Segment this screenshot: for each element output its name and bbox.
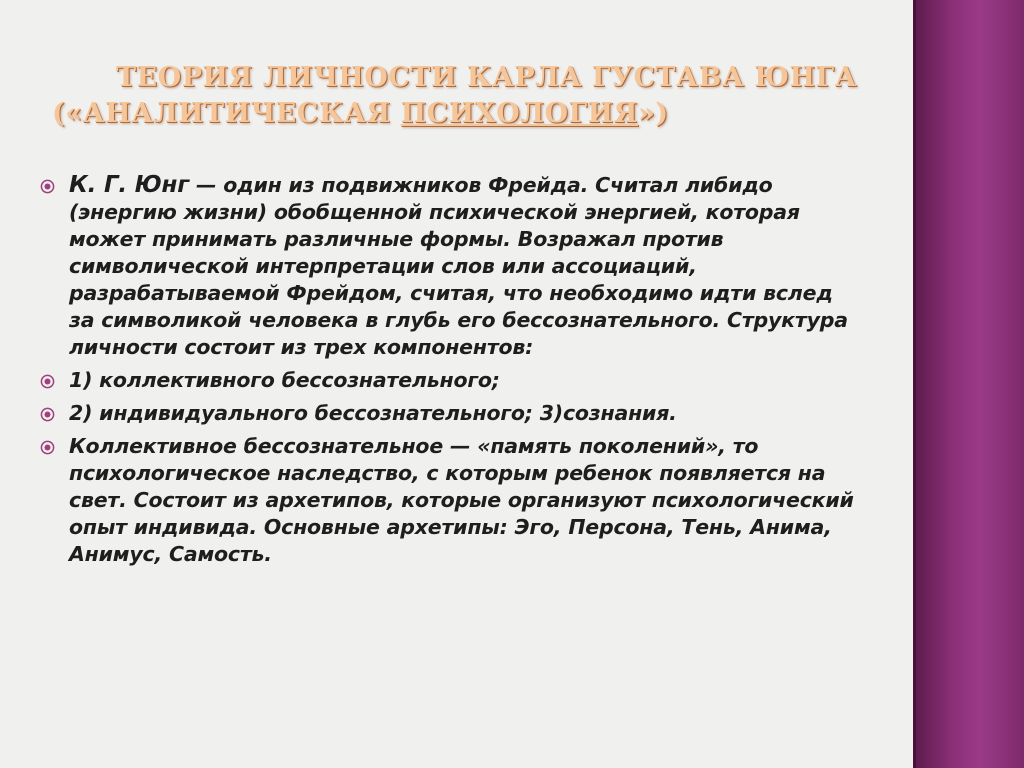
bullet-item bbox=[40, 367, 860, 394]
bullet-circle-icon bbox=[40, 407, 55, 422]
bullet-circle-icon bbox=[40, 440, 55, 455]
title-line-1: ТЕОРИЯ ЛИЧНОСТИ КАРЛА ГУСТАВА ЮНГА bbox=[116, 62, 858, 93]
title-line-2 bbox=[40, 96, 900, 132]
bullet-lead: К. Г. Юнг bbox=[69, 172, 190, 198]
side-bar-edge bbox=[913, 0, 916, 768]
bullet-list bbox=[40, 172, 860, 574]
title-line-2-suffix: ») bbox=[637, 98, 669, 129]
slide-title bbox=[40, 60, 900, 132]
decorative-side-bar bbox=[913, 0, 1024, 768]
bullet-text: Коллективное бессознательное — «память поколений», то психологическое наследство, с которым ребенок появляется на свет. Состоит из архетипов, которые организуют психологический опыт индивида. Основные архетипы: Эго, Персона, Тень, Анима, Анимус, Самость. bbox=[69, 434, 854, 566]
bullet-text: 1) коллективного бессознательного; bbox=[69, 368, 500, 392]
title-line-2-prefix: («АНАЛИТИЧЕСКАЯ bbox=[52, 98, 401, 129]
bullet-item bbox=[40, 172, 860, 361]
bullet-item bbox=[40, 400, 860, 427]
bullet-circle-icon bbox=[40, 179, 55, 194]
bullet-text: — один из подвижников Фрейда. Считал либидо (энергию жизни) обобщенной психической энергией, которая может принимать различные формы. Возражал против символической интерпретации слов или ассоциаций, разрабатываемой Фрейдом, считая, что необходимо идти вслед за символикой человека в глубь его бессознательного. Структура личности состоит из трех компонентов: bbox=[69, 173, 848, 359]
bullet-circle-icon bbox=[40, 374, 55, 389]
bullet-text: 2) индивидуального бессознательного; 3)сознания. bbox=[69, 401, 677, 425]
title-link-psychology[interactable]: ПСИХОЛОГИЯ bbox=[400, 98, 638, 129]
bullet-item bbox=[40, 433, 860, 568]
